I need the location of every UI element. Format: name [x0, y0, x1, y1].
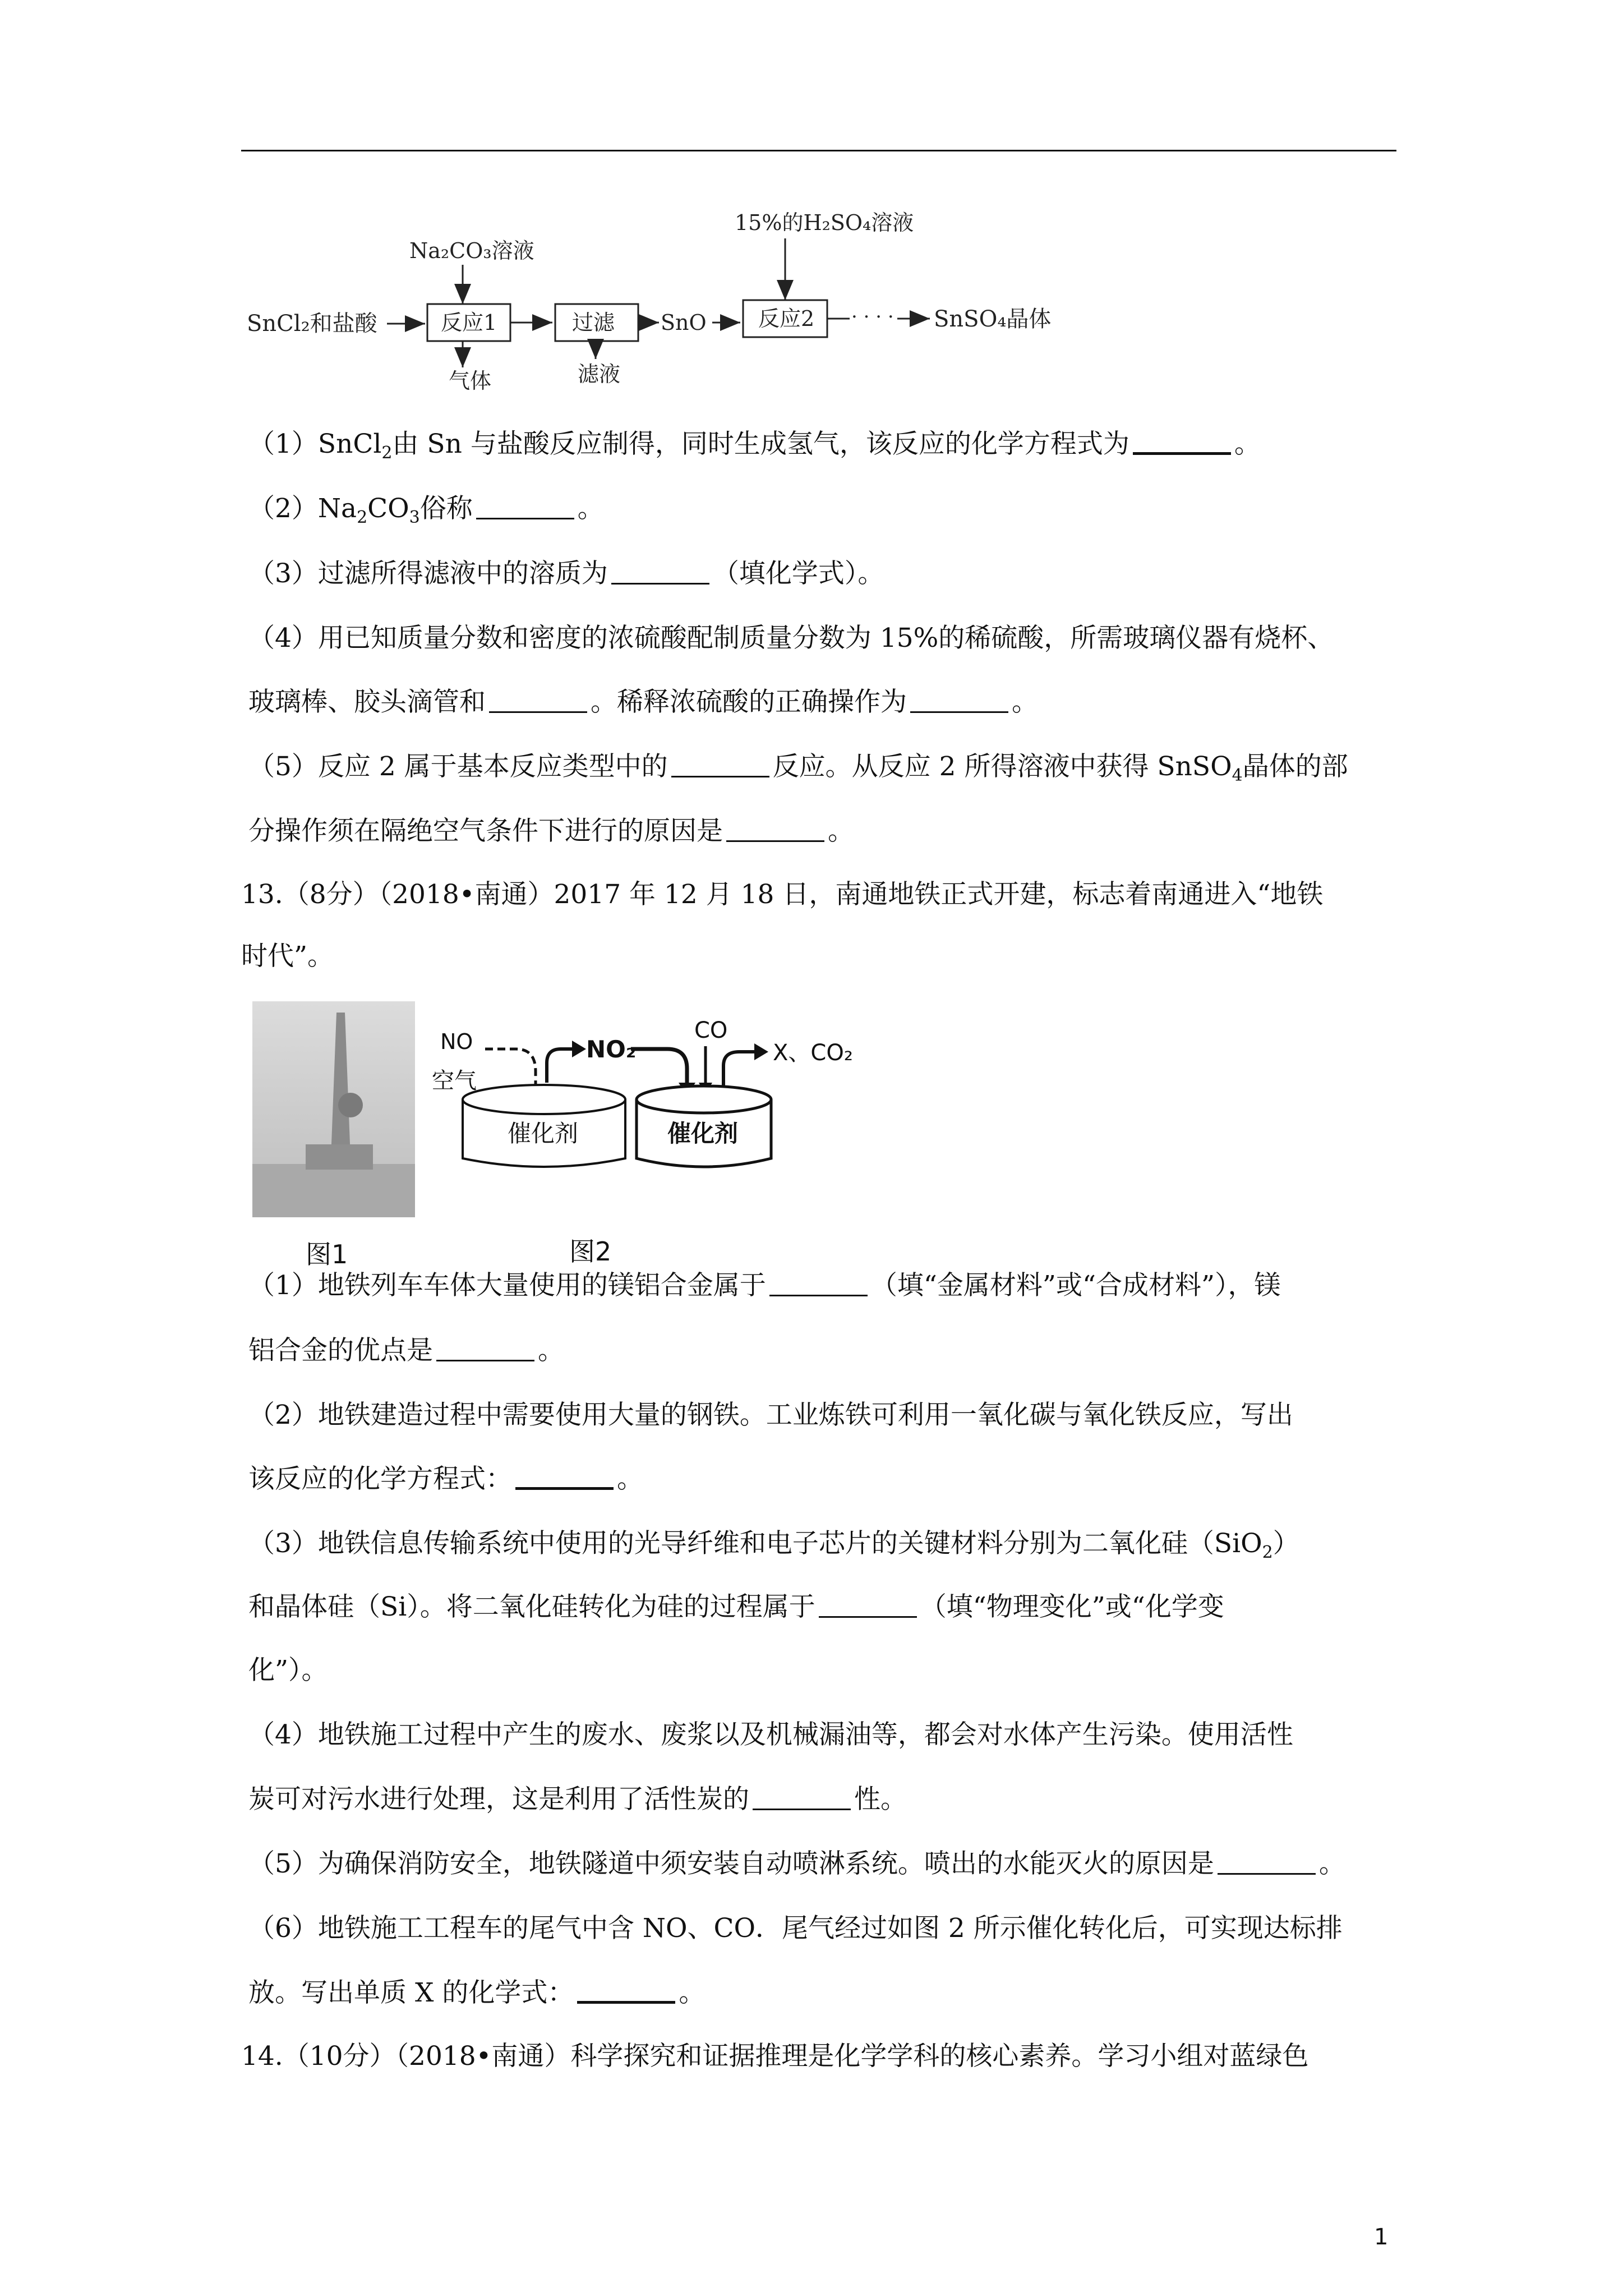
flow-intermediate: SnO [661, 310, 707, 335]
q13-part2-line2: 该反应的化学方程式： 。 [248, 1464, 643, 1494]
flow-dots: · · · · [851, 306, 894, 328]
header-rule [241, 150, 1396, 151]
flow-reagent-1: Na₂CO₃溶液 [409, 238, 534, 263]
answer-blank[interactable] [671, 753, 769, 777]
answer-blank[interactable] [769, 1272, 868, 1296]
q13-part1-line2: 铝合金的优点是 。 [248, 1335, 564, 1366]
flow-reagent-2: 15%的H₂SO₄溶液 [735, 210, 914, 235]
answer-blank[interactable] [611, 560, 709, 585]
q13-part6-line2: 放。写出单质 X 的化学式： 。 [248, 1977, 706, 2008]
answer-blank[interactable] [489, 689, 587, 713]
answer-blank[interactable] [753, 1786, 851, 1810]
flow-product: SnSO₄晶体 [934, 306, 1052, 332]
q13-part3-line1: （3）地铁信息传输系统中使用的光导纤维和电子芯片的关键材料分别为二氧化硅（SiO$_2$） [248, 1528, 1299, 1562]
q13-title-line1: 13.（8分）（2018•南通）2017 年 12 月 18 日，南通地铁正式开建，标志着南通进入“地铁 [241, 879, 1324, 910]
q12-part5-line2: 分操作须在隔绝空气条件下进行的原因是 。 [248, 816, 854, 846]
page-number: 1 [1374, 2224, 1389, 2250]
q13-part3-line3: 化”）。 [248, 1655, 328, 1686]
q13-part1-line1: （1）地铁列车车体大量使用的镁铝合金属于 （填“金属材料”或“合成材料”），镁 [248, 1270, 1281, 1301]
answer-blank[interactable] [1133, 430, 1231, 455]
q12-part1: （1）SnCl$_2$由 Sn 与盐酸反应制得，同时生成氢气，该反应的化学方程式为 。 [248, 429, 1261, 463]
fig2-catalyst2-label: 催化剂 [667, 1120, 739, 1147]
q13-part5: （5）为确保消防安全，地铁隧道中须安装自动喷淋系统。喷出的水能灭火的原因是 。 [248, 1848, 1345, 1879]
flow-box-reaction1-label: 反应1 [441, 310, 497, 335]
answer-blank[interactable] [476, 495, 574, 519]
flow-output-filtrate: 滤液 [578, 362, 621, 386]
answer-blank[interactable] [910, 689, 1008, 713]
answer-blank[interactable] [1218, 1851, 1316, 1875]
answer-blank[interactable] [436, 1337, 534, 1361]
q12-part4-line2: 玻璃棒、胶头滴管和 。稀释浓硫酸的正确操作为 。 [248, 687, 1038, 717]
flow-output-gas: 气体 [449, 369, 492, 393]
flow-box-filter-label: 过滤 [572, 310, 615, 335]
q13-part2-line1: （2）地铁建造过程中需要使用大量的钢铁。工业炼铁可利用一氧化碳与氧化铁反应，写出 [248, 1400, 1293, 1430]
flow-input-left: SnCl₂和盐酸 [247, 311, 377, 337]
fig2-no-label: NO [440, 1029, 473, 1054]
q13-title-line2: 时代”。 [241, 941, 334, 972]
q12-part3: （3）过滤所得滤液中的溶质为 （填化学式）。 [248, 558, 884, 589]
flow-box-reaction2-label: 反应2 [758, 306, 815, 331]
q13-part4-line1: （4）地铁施工过程中产生的废水、废浆以及机械漏油等，都会对水体产生污染。使用活性 [248, 1719, 1293, 1750]
q13-part4-line2: 炭可对污水进行处理，这是利用了活性炭的 性。 [248, 1784, 907, 1815]
process-flowchart [247, 208, 1144, 398]
fig2-no2-label: NO₂ [586, 1036, 637, 1063]
figure2-label: 图2 [569, 1236, 612, 1267]
q12-part2: $(2)Na_2CO_3$俗称 。 [248, 493, 604, 527]
fig2-co-label: CO [694, 1018, 728, 1043]
figure2-catalyst-diagram [432, 1015, 993, 1184]
q13-part6-line1: （6）地铁施工工程车的尾气中含 NO、CO．尾气经过如图 2 所示催化转化后，可实现达标排 [248, 1913, 1343, 1944]
figure1-label: 图1 [306, 1239, 348, 1269]
q12-part4-line1: （4）用已知质量分数和密度的浓硫酸配制质量分数为 15%的稀硫酸，所需玻璃仪器有烧杯、 [248, 623, 1334, 654]
q14-title: 14.（10分）（2018•南通）科学探究和证据推理是化学学科的核心素养。学习小组对蓝绿色 [241, 2041, 1309, 2072]
figure1-photo [252, 1001, 415, 1217]
answer-blank[interactable] [515, 1465, 614, 1490]
answer-blank[interactable] [819, 1594, 917, 1618]
q13-part3-line2: 和晶体硅（Si）。将二氧化硅转化为硅的过程属于 （填“物理变化”或“化学变 [248, 1591, 1224, 1622]
answer-blank[interactable] [577, 1978, 675, 2004]
q12-part5-line1: （5）反应 2 属于基本反应类型中的 反应。从反应 2 所得溶液中获得 SnSO$_4$晶体的部 [248, 751, 1348, 785]
fig2-output-label: X、CO₂ [773, 1040, 853, 1066]
fig2-catalyst1-label: 催化剂 [508, 1120, 579, 1147]
answer-blank[interactable] [726, 818, 824, 842]
fig2-air-label: 空气 [432, 1068, 477, 1094]
